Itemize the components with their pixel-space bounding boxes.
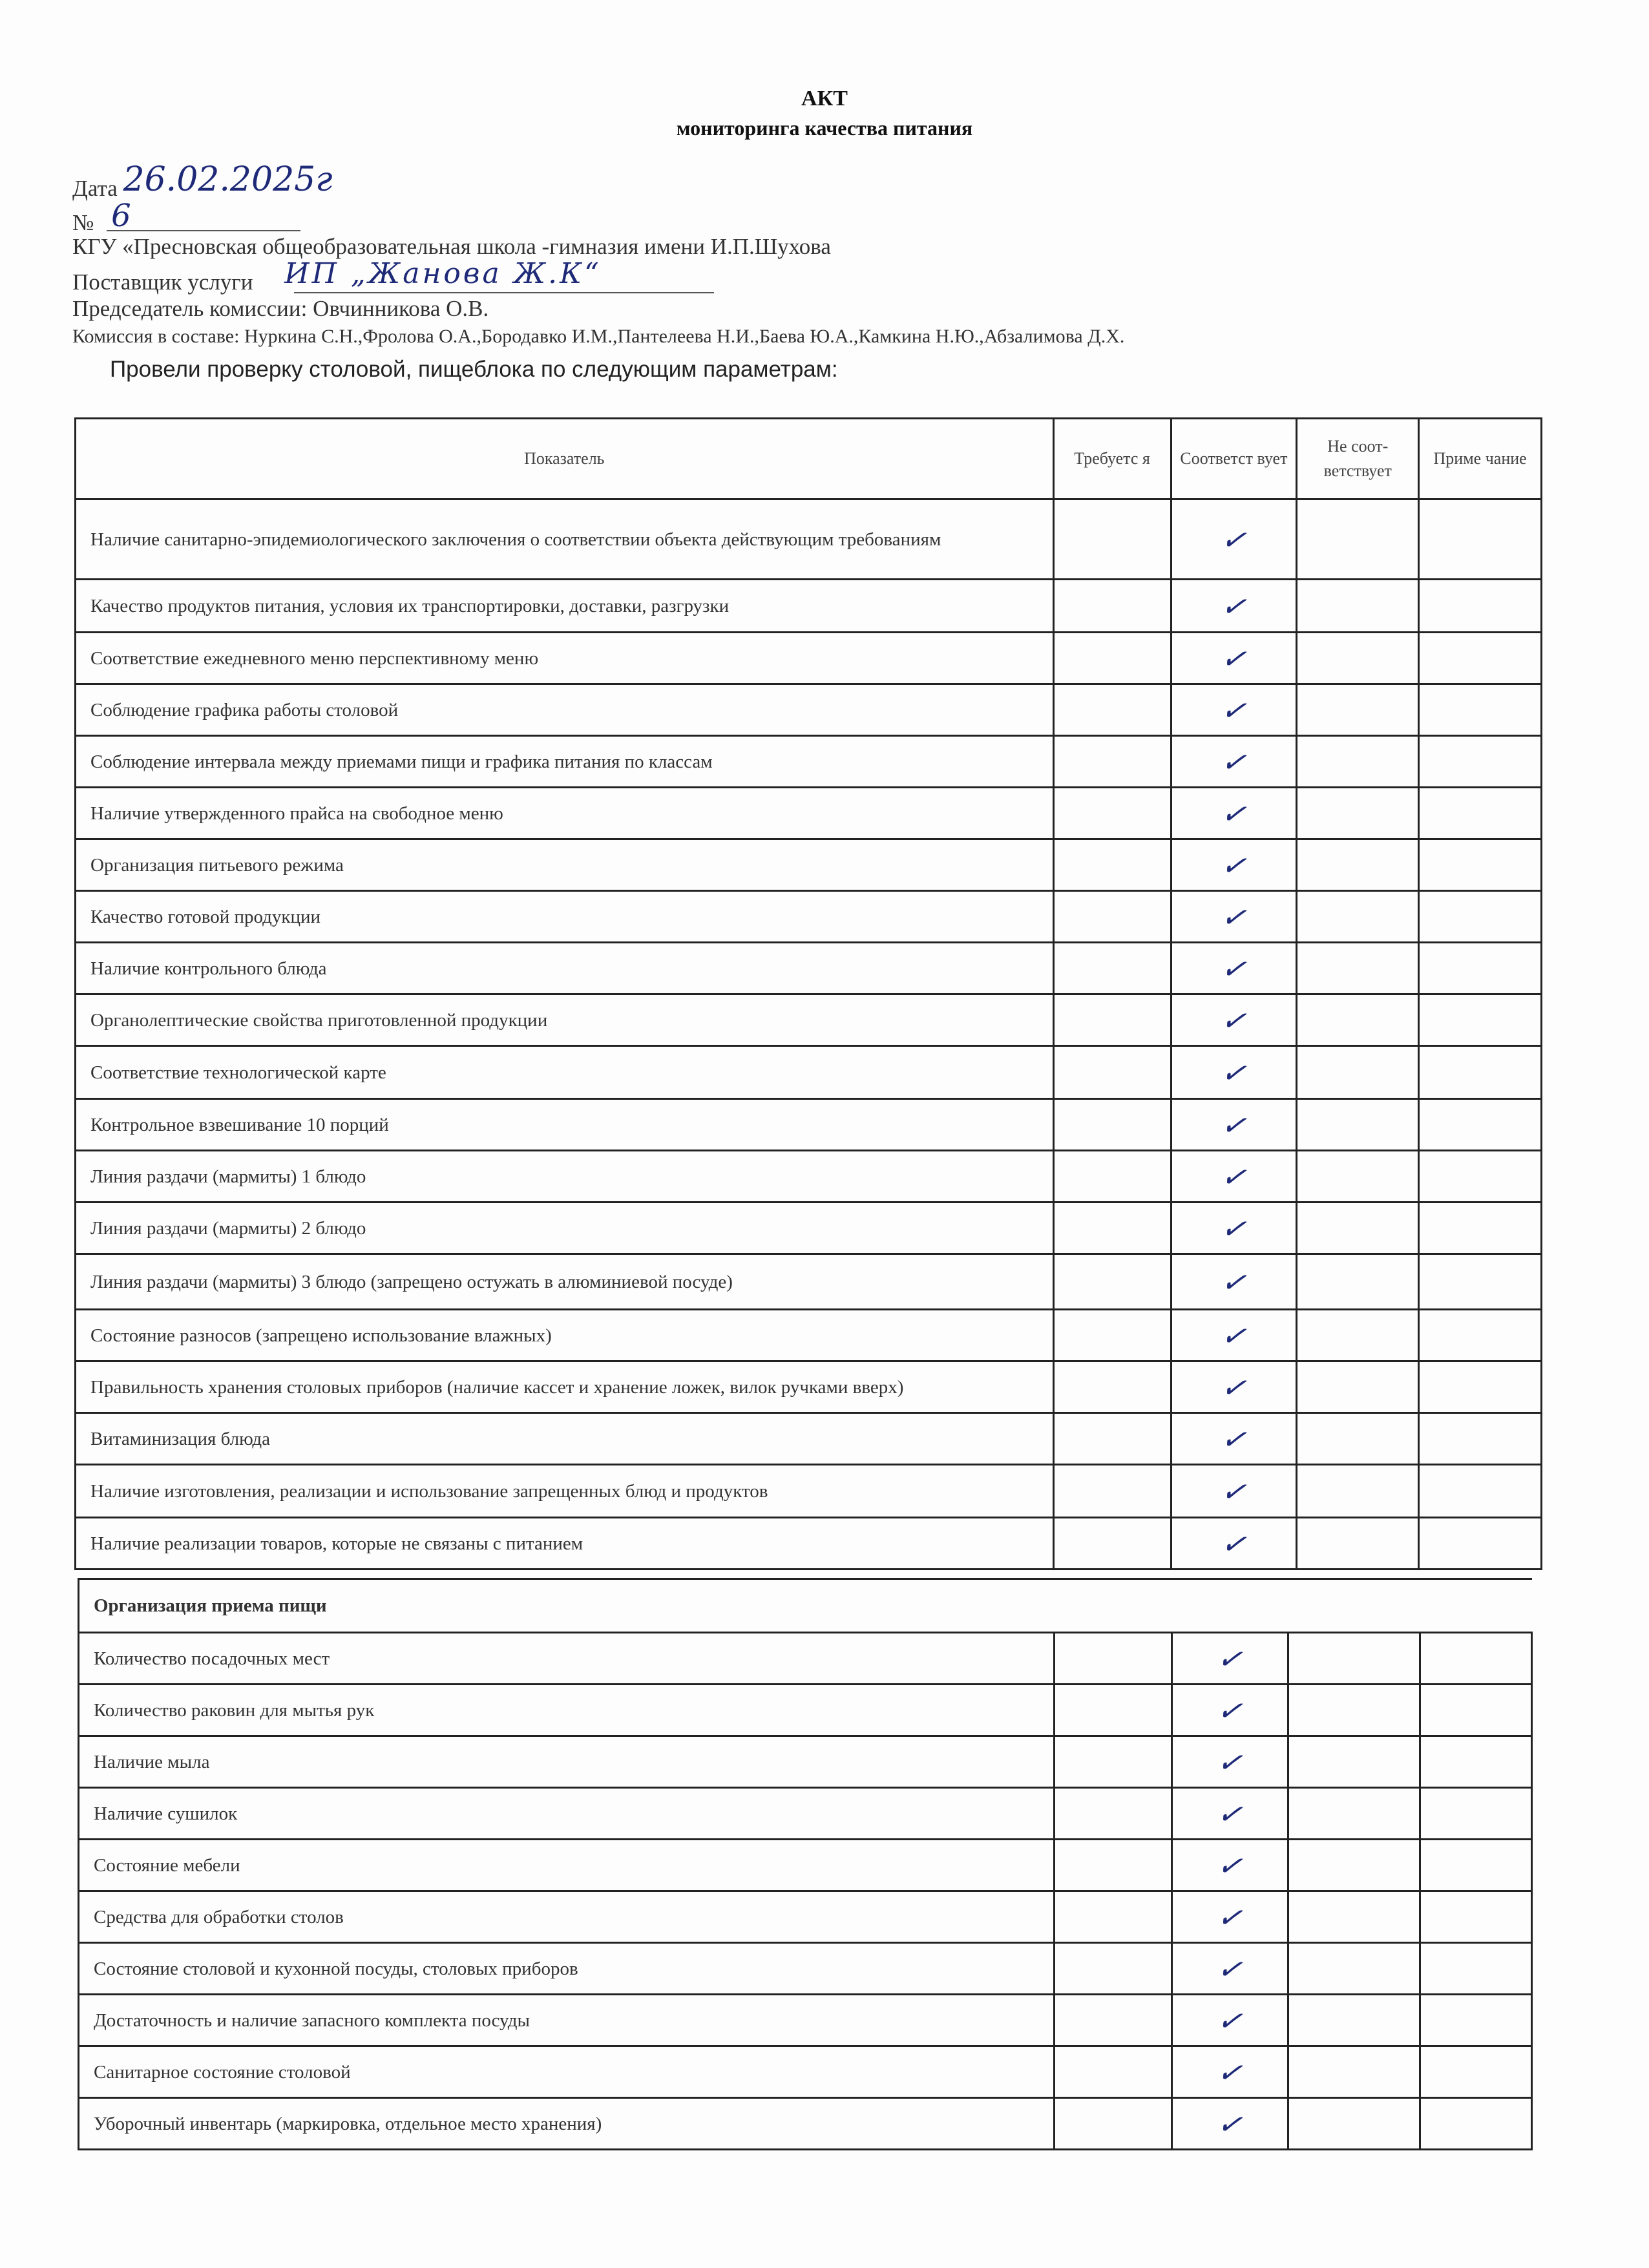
- complies-cell: [1171, 684, 1297, 736]
- complies-cell: [1171, 943, 1297, 994]
- note-cell: [1419, 1361, 1542, 1413]
- indicator-cell: Правильность хранения столовых приборов (наличие кассет и хранение ложек, вилок ручками вверх): [76, 1361, 1054, 1413]
- note-cell: [1419, 839, 1542, 891]
- note-cell: [1419, 943, 1542, 994]
- required-cell: [1055, 1943, 1172, 1995]
- note-cell: [1420, 1840, 1532, 1891]
- check-mark-icon: ✓: [1219, 1524, 1249, 1562]
- note-cell: [1419, 580, 1542, 633]
- required-cell: [1053, 684, 1171, 736]
- check-mark-icon: ✓: [1219, 691, 1249, 729]
- check-mark-icon: ✓: [1215, 1639, 1245, 1677]
- indicator-cell: Наличие сушилок: [79, 1788, 1055, 1840]
- indicator-cell: Состояние мебели: [79, 1840, 1055, 1891]
- required-cell: [1053, 1361, 1171, 1413]
- complies-cell: [1171, 891, 1297, 943]
- required-cell: [1053, 943, 1171, 994]
- check-mark-icon: ✓: [1215, 2105, 1245, 2143]
- required-cell: [1053, 736, 1171, 788]
- number-underline: [107, 230, 300, 231]
- required-cell: [1053, 1518, 1171, 1570]
- table-row: [76, 1046, 1542, 1099]
- table-row: [79, 1840, 1532, 1891]
- required-cell: [1053, 1254, 1171, 1310]
- complies-cell: [1171, 994, 1297, 1046]
- check-mark-icon: ✓: [1219, 1368, 1249, 1406]
- not-complies-cell: [1297, 1202, 1419, 1254]
- check-mark-icon: ✓: [1215, 2053, 1245, 2091]
- table-row: [76, 684, 1542, 736]
- required-cell: [1053, 1046, 1171, 1099]
- required-cell: [1053, 1310, 1171, 1361]
- indicator-cell: Витаминизация блюда: [76, 1413, 1054, 1465]
- required-cell: [1055, 1633, 1172, 1685]
- complies-cell: [1171, 1995, 1288, 2046]
- check-mark-icon: ✓: [1219, 1316, 1249, 1354]
- indicator-cell: Соблюдение интервала между приемами пищи и графика питания по классам: [76, 736, 1054, 788]
- table-row: [76, 891, 1542, 943]
- note-cell: [1420, 2046, 1532, 2098]
- complies-cell: [1171, 1413, 1297, 1465]
- document-title: АКТ: [801, 87, 848, 110]
- indicator-cell: Наличие контрольного блюда: [76, 943, 1054, 994]
- indicator-cell: Наличие реализации товаров, которые не связаны с питанием: [76, 1518, 1054, 1570]
- note-cell: [1419, 994, 1542, 1046]
- required-cell: [1053, 994, 1171, 1046]
- indicator-cell: Контрольное взвешивание 10 порций: [76, 1099, 1054, 1151]
- not-complies-cell: [1288, 1995, 1420, 2046]
- check-mark-icon: ✓: [1219, 898, 1249, 936]
- column-header-not-complies: Не соот- ветствует: [1297, 419, 1419, 499]
- not-complies-cell: [1297, 1099, 1419, 1151]
- not-complies-cell: [1297, 891, 1419, 943]
- indicator-cell: Уборочный инвентарь (маркировка, отдельное место хранения): [79, 2098, 1055, 2150]
- complies-cell: [1171, 1633, 1288, 1685]
- note-cell: [1420, 1788, 1532, 1840]
- check-mark-icon: ✓: [1219, 1106, 1249, 1144]
- required-cell: [1053, 580, 1171, 633]
- note-cell: [1419, 684, 1542, 736]
- note-cell: [1419, 1099, 1542, 1151]
- complies-cell: [1171, 1202, 1297, 1254]
- check-mark-icon: ✓: [1219, 1209, 1249, 1247]
- table-row: [76, 1465, 1542, 1518]
- not-complies-cell: [1288, 1891, 1420, 1943]
- not-complies-cell: [1297, 684, 1419, 736]
- not-complies-cell: [1297, 499, 1419, 580]
- supplier-label: Поставщик услуги: [72, 269, 253, 295]
- note-cell: [1419, 1413, 1542, 1465]
- not-complies-cell: [1297, 633, 1419, 684]
- note-cell: [1419, 1310, 1542, 1361]
- complies-cell: [1171, 736, 1297, 788]
- table-row: [76, 1254, 1542, 1310]
- intro-text: Провели проверку столовой, пищеблока по следующим параметрам:: [110, 357, 838, 382]
- table-row: [79, 1891, 1532, 1943]
- check-mark-icon: ✓: [1219, 1157, 1249, 1195]
- check-mark-icon: ✓: [1219, 949, 1249, 987]
- complies-cell: [1171, 1891, 1288, 1943]
- indicator-cell: Достаточность и наличие запасного комплекта посуды: [79, 1995, 1055, 2046]
- required-cell: [1053, 1413, 1171, 1465]
- note-cell: [1419, 1151, 1542, 1202]
- required-cell: [1055, 1788, 1172, 1840]
- not-complies-cell: [1288, 1788, 1420, 1840]
- complies-cell: [1171, 1943, 1288, 1995]
- not-complies-cell: [1288, 2046, 1420, 2098]
- number-value: 6: [111, 198, 131, 234]
- complies-cell: [1171, 1046, 1297, 1099]
- check-mark-icon: ✓: [1219, 794, 1249, 832]
- complies-cell: [1171, 1840, 1288, 1891]
- table-row: [79, 1633, 1532, 1685]
- required-cell: [1055, 2046, 1172, 2098]
- not-complies-cell: [1297, 1310, 1419, 1361]
- check-mark-icon: ✓: [1215, 1794, 1245, 1832]
- note-cell: [1419, 1046, 1542, 1099]
- column-header-indicator: Показатель: [76, 419, 1054, 499]
- number-label: №: [72, 210, 94, 235]
- not-complies-cell: [1297, 1518, 1419, 1570]
- note-cell: [1420, 1943, 1532, 1995]
- table-row: [76, 499, 1542, 580]
- note-cell: [1419, 736, 1542, 788]
- not-complies-cell: [1288, 1840, 1420, 1891]
- table-row: [79, 1736, 1532, 1788]
- note-cell: [1420, 1995, 1532, 2046]
- not-complies-cell: [1297, 580, 1419, 633]
- check-mark-icon: ✓: [1215, 2001, 1245, 2039]
- note-cell: [1419, 1202, 1542, 1254]
- check-mark-icon: ✓: [1219, 520, 1249, 558]
- table-row: [79, 1995, 1532, 2046]
- chairman-line: Председатель комиссии: Овчинникова О.В.: [72, 296, 489, 321]
- check-mark-icon: ✓: [1219, 742, 1249, 781]
- indicator-cell: Наличие санитарно-эпидемиологического заключения о соответствии объекта действующим требованиям: [76, 499, 1054, 580]
- table-row: [76, 736, 1542, 788]
- note-cell: [1419, 499, 1542, 580]
- check-mark-icon: ✓: [1215, 1949, 1245, 1988]
- required-cell: [1055, 1891, 1172, 1943]
- indicator-cell: Органолептические свойства приготовленной продукции: [76, 994, 1054, 1046]
- required-cell: [1055, 1995, 1172, 2046]
- complies-cell: [1171, 2046, 1288, 2098]
- not-complies-cell: [1288, 1685, 1420, 1736]
- table-row: [79, 1943, 1532, 1995]
- table-row: [76, 1413, 1542, 1465]
- indicator-cell: Санитарное состояние столовой: [79, 2046, 1055, 2098]
- indicator-cell: Количество раковин для мытья рук: [79, 1685, 1055, 1736]
- note-cell: [1420, 1736, 1532, 1788]
- indicator-cell: Наличие мыла: [79, 1736, 1055, 1788]
- table-row: [76, 1361, 1542, 1413]
- required-cell: [1055, 1685, 1172, 1736]
- section-header-row: [79, 1579, 1532, 1633]
- not-complies-cell: [1288, 1943, 1420, 1995]
- check-mark-icon: ✓: [1215, 1691, 1245, 1729]
- complies-cell: [1171, 1151, 1297, 1202]
- table-row: [79, 2046, 1532, 2098]
- complies-cell: [1171, 1736, 1288, 1788]
- required-cell: [1053, 499, 1171, 580]
- complies-cell: [1171, 580, 1297, 633]
- supplier-underline: [294, 292, 714, 293]
- table-row: [76, 633, 1542, 684]
- number-line: [72, 198, 131, 238]
- not-complies-cell: [1297, 1151, 1419, 1202]
- not-complies-cell: [1297, 1361, 1419, 1413]
- table-row: [79, 1788, 1532, 1840]
- check-mark-icon: ✓: [1219, 1472, 1249, 1510]
- meal-organization-table: [78, 1578, 1533, 2150]
- indicator-cell: Состояние разносов (запрещено использование влажных): [76, 1310, 1054, 1361]
- check-mark-icon: ✓: [1219, 846, 1249, 884]
- column-header-complies: Соответст вует: [1171, 419, 1297, 499]
- not-complies-cell: [1297, 839, 1419, 891]
- table-row: [76, 1151, 1542, 1202]
- complies-cell: [1171, 1685, 1288, 1736]
- indicator-cell: Средства для обработки столов: [79, 1891, 1055, 1943]
- check-mark-icon: ✓: [1219, 639, 1249, 677]
- note-cell: [1419, 1465, 1542, 1518]
- complies-cell: [1171, 1518, 1297, 1570]
- complies-cell: [1171, 633, 1297, 684]
- indicator-cell: Линия раздачи (мармиты) 2 блюдо: [76, 1202, 1054, 1254]
- check-mark-icon: ✓: [1219, 1420, 1249, 1458]
- table-row: [76, 580, 1542, 633]
- indicator-cell: Соответствие технологической карте: [76, 1046, 1054, 1099]
- note-cell: [1419, 788, 1542, 839]
- indicator-cell: Качество готовой продукции: [76, 891, 1054, 943]
- not-complies-cell: [1297, 1465, 1419, 1518]
- indicator-cell: Состояние столовой и кухонной посуды, столовых приборов: [79, 1943, 1055, 1995]
- date-value: 26.02.2025г: [123, 160, 333, 199]
- supplier-value: ИП „Жанова Ж.К“: [284, 257, 602, 290]
- indicator-cell: Линия раздачи (мармиты) 1 блюдо: [76, 1151, 1054, 1202]
- required-cell: [1053, 1151, 1171, 1202]
- table-row: [76, 943, 1542, 994]
- note-cell: [1419, 1254, 1542, 1310]
- required-cell: [1053, 788, 1171, 839]
- not-complies-cell: [1288, 1633, 1420, 1685]
- note-cell: [1420, 1685, 1532, 1736]
- complies-cell: [1171, 1465, 1297, 1518]
- column-header-required: Требуетс я: [1053, 419, 1171, 499]
- complies-cell: [1171, 839, 1297, 891]
- check-mark-icon: ✓: [1219, 1053, 1249, 1091]
- required-cell: [1055, 1736, 1172, 1788]
- required-cell: [1055, 1840, 1172, 1891]
- table-row: [76, 1202, 1542, 1254]
- note-cell: [1419, 1518, 1542, 1570]
- school-name: КГУ «Пресновская общеобразовательная школа -гимназия имени И.П.Шухова: [72, 234, 831, 259]
- required-cell: [1055, 2098, 1172, 2150]
- complies-cell: [1171, 1310, 1297, 1361]
- not-complies-cell: [1288, 2098, 1420, 2150]
- commission-line: Комиссия в составе: Нуркина С.Н.,Фролова О.А.,Бородавко И.М.,Пантелеева Н.И.,Баева Ю.А.,Камкина Н.Ю.,Абзалимова Д.Х.: [72, 326, 1125, 347]
- indicator-cell: Качество продуктов питания, условия их транспортировки, доставки, разгрузки: [76, 580, 1054, 633]
- indicator-cell: Наличие утвержденного прайса на свободное меню: [76, 788, 1054, 839]
- table-row: [76, 788, 1542, 839]
- indicator-cell: Соблюдение графика работы столовой: [76, 684, 1054, 736]
- document-subtitle: мониторинга качества питания: [676, 116, 973, 140]
- check-mark-icon: ✓: [1215, 1898, 1245, 1936]
- note-cell: [1420, 2098, 1532, 2150]
- indicator-cell: Соответствие ежедневного меню перспективному меню: [76, 633, 1054, 684]
- table-row: [79, 2098, 1532, 2150]
- note-cell: [1420, 1633, 1532, 1685]
- complies-cell: [1171, 2098, 1288, 2150]
- complies-cell: [1171, 1254, 1297, 1310]
- not-complies-cell: [1297, 788, 1419, 839]
- required-cell: [1053, 1202, 1171, 1254]
- complies-cell: [1171, 499, 1297, 580]
- required-cell: [1053, 1465, 1171, 1518]
- not-complies-cell: [1297, 1413, 1419, 1465]
- not-complies-cell: [1297, 1254, 1419, 1310]
- not-complies-cell: [1297, 1046, 1419, 1099]
- table-row: [76, 1310, 1542, 1361]
- indicator-cell: Количество посадочных мест: [79, 1633, 1055, 1685]
- indicator-cell: Линия раздачи (мармиты) 3 блюдо (запрещено остужать в алюминиевой посуде): [76, 1254, 1054, 1310]
- table-row: [76, 994, 1542, 1046]
- table-row: [79, 1685, 1532, 1736]
- check-mark-icon: ✓: [1219, 1001, 1249, 1039]
- complies-cell: [1171, 1099, 1297, 1151]
- check-mark-icon: ✓: [1219, 587, 1249, 625]
- complies-cell: [1171, 1361, 1297, 1413]
- check-mark-icon: ✓: [1215, 1743, 1245, 1781]
- required-cell: [1053, 1099, 1171, 1151]
- table-row: [76, 1099, 1542, 1151]
- column-header-note: Приме чание: [1419, 419, 1542, 499]
- not-complies-cell: [1297, 943, 1419, 994]
- note-cell: [1419, 891, 1542, 943]
- indicator-cell: Наличие изготовления, реализации и использование запрещенных блюд и продуктов: [76, 1465, 1054, 1518]
- table-row: [76, 839, 1542, 891]
- not-complies-cell: [1297, 736, 1419, 788]
- section-title: Организация приема пищи: [79, 1579, 1532, 1633]
- indicator-cell: Организация питьевого режима: [76, 839, 1054, 891]
- table-header-row: [76, 419, 1542, 499]
- required-cell: [1053, 891, 1171, 943]
- complies-cell: [1171, 788, 1297, 839]
- complies-cell: [1171, 1788, 1288, 1840]
- check-mark-icon: ✓: [1215, 1846, 1245, 1884]
- required-cell: [1053, 839, 1171, 891]
- table-row: [76, 1518, 1542, 1570]
- check-mark-icon: ✓: [1219, 1263, 1249, 1301]
- date-label: Дата: [72, 176, 118, 201]
- required-cell: [1053, 633, 1171, 684]
- not-complies-cell: [1297, 994, 1419, 1046]
- note-cell: [1419, 633, 1542, 684]
- not-complies-cell: [1288, 1736, 1420, 1788]
- indicators-table: [74, 417, 1542, 1570]
- note-cell: [1420, 1891, 1532, 1943]
